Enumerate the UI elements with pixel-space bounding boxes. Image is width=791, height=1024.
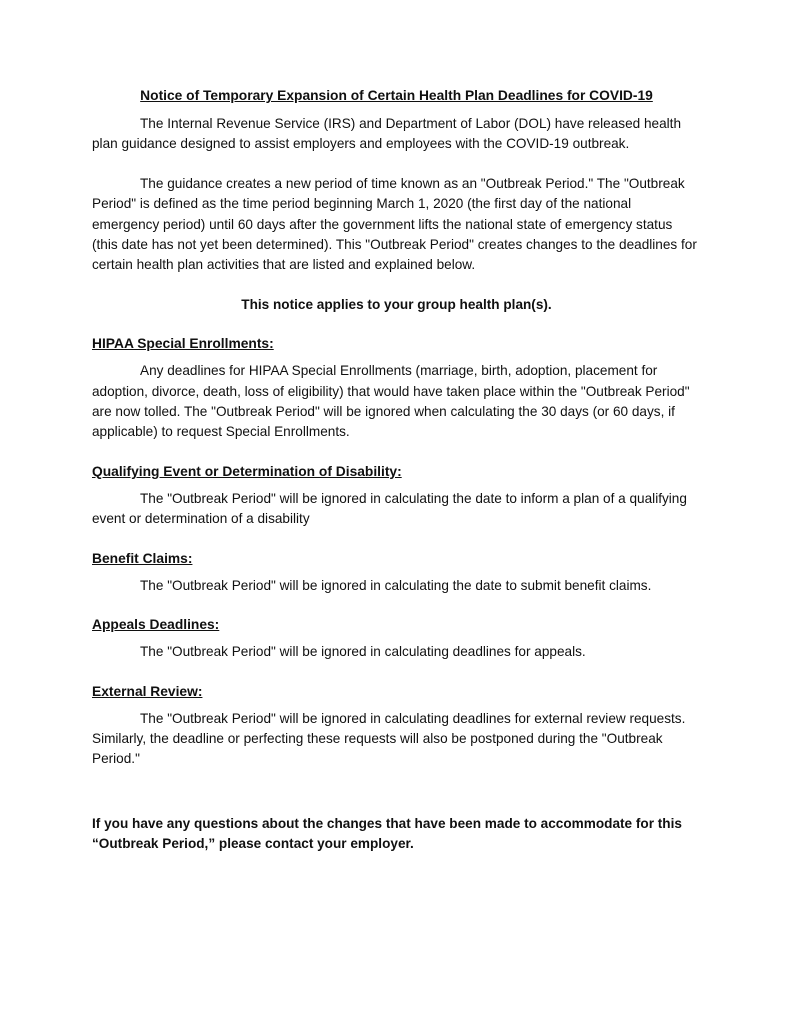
section-qualifying-event [92, 462, 701, 530]
intro-paragraph-irs-dol: The Internal Revenue Service (IRS) and Department of Labor (DOL) have released health plan guidance designed to assist employers and employees with the COVID-19 outbreak. [92, 116, 682, 152]
section-body-hipaa-special-enrollments: Any deadlines for HIPAA Special Enrollments (marriage, birth, adoption, placement for adoption, divorce, death, loss of eligibility) that would have taken place within the "Outbreak Period" are now tolled. The "Outbreak Period" will be ignored when calculating the 30 days (or 60 days, if applicable) to request Special Enrollments. [92, 363, 690, 440]
section-heading-hipaa-special-enrollments: HIPAA Special Enrollments: [92, 336, 274, 352]
section-body-external-review: The "Outbreak Period" will be ignored in calculating deadlines for external review requests. Similarly, the deadline or perfecting these requests will also be postponed during the "Outbreak Period." [92, 710, 686, 767]
section-heading-qualifying-event: Qualifying Event or Determination of Disability: [92, 463, 402, 479]
section-body-qualifying-event: The "Outbreak Period" will be ignored in calculating the date to inform a plan of a qualifying event or determination of a disability [92, 490, 687, 527]
intro-paragraph-outbreak-period-definition: The guidance creates a new period of time known as an "Outbreak Period." The "Outbreak Period" is defined as the time period beginning March 1, 2020 (the first day of the national emergency period) until 60 days after the government lifts the national state of emergency status (this date has not yet been determined). This "Outbreak Period" creates changes to the deadlines for certain health plan activities that are listed and explained below. [92, 175, 697, 273]
document-title: Notice of Temporary Expansion of Certain Health Plan Deadlines for COVID-19 [140, 88, 653, 103]
section-heading-external-review: External Review: [92, 683, 203, 699]
section-appeals-deadlines [92, 615, 701, 662]
section-benefit-claims [92, 549, 701, 596]
section-heading-benefit-claims: Benefit Claims: [92, 550, 193, 566]
section-heading-appeals-deadlines: Appeals Deadlines: [92, 617, 220, 633]
section-body-benefit-claims: The "Outbreak Period" will be ignored in calculating the date to submit benefit claims. [140, 577, 652, 593]
group-health-plan-notice-line: This notice applies to your group health plan(s). [241, 296, 552, 312]
section-external-review [92, 682, 701, 770]
section-hipaa-special-enrollments [92, 334, 701, 443]
section-body-appeals-deadlines: The "Outbreak Period" will be ignored in calculating deadlines for appeals. [140, 644, 586, 660]
closing-contact-employer-paragraph: If you have any questions about the changes that have been made to accommodate for this “Outbreak Period,” please contact your employer. [92, 815, 682, 852]
